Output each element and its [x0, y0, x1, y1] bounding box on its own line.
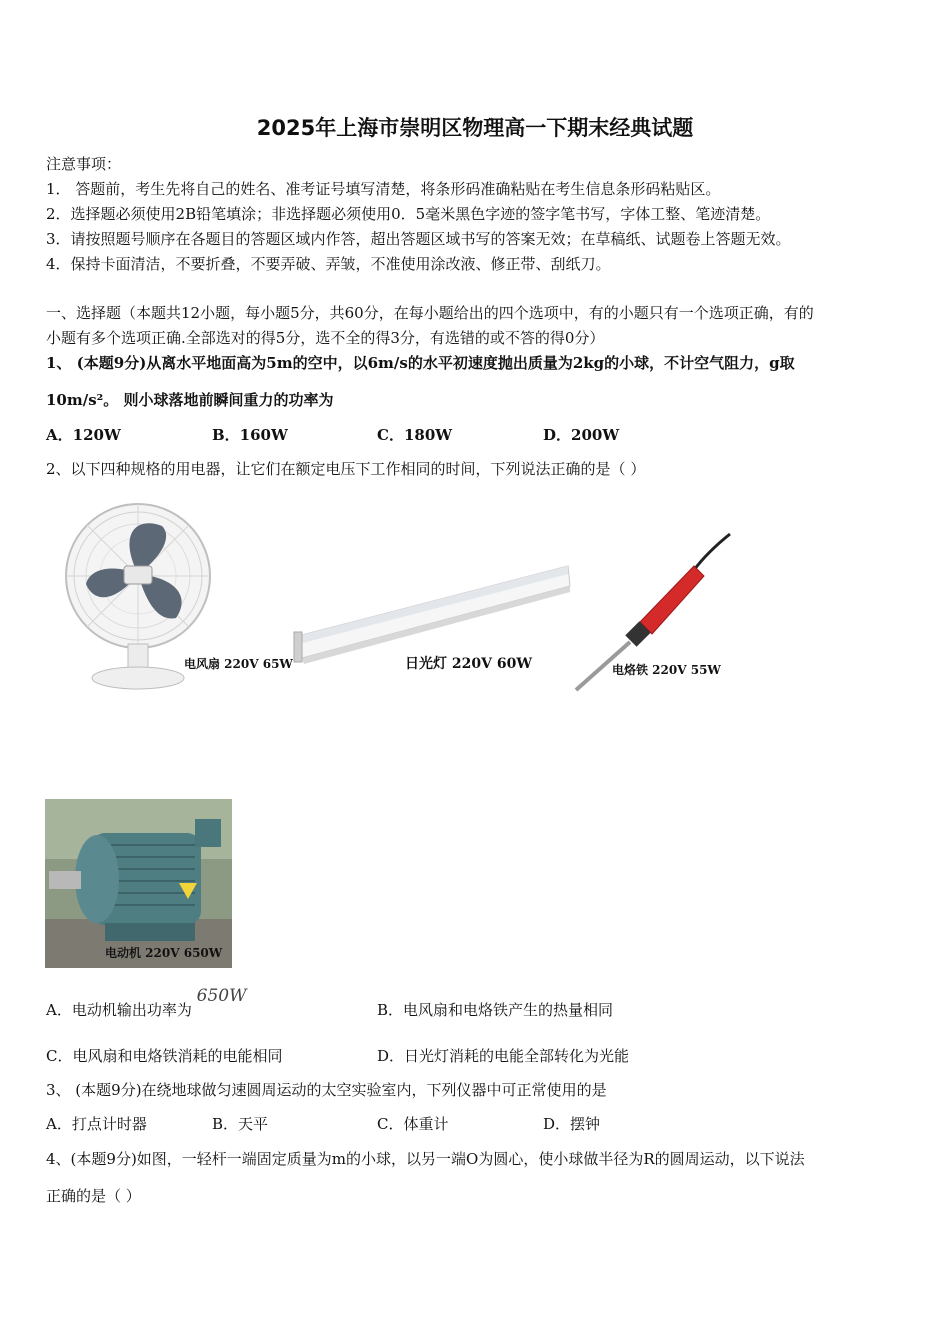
q2-option-a-text: A．电动机输出功率为: [46, 1001, 192, 1019]
iron-label: 电烙铁 220V 55W: [612, 663, 721, 677]
q3-stem: 3、 (本题9分)在绕地球做匀速圆周运动的太空实验室内，下列仪器中可正常使用的是: [46, 1081, 607, 1099]
motor-label: 电动机 220V 650W: [105, 946, 223, 960]
motor-figure: [45, 799, 232, 968]
notice-item-4: 4．保持卡面清洁，不要折叠，不要弄破、弄皱，不准使用涂改液、修正带、刮纸刀。: [46, 255, 611, 273]
notice-item-2: 2．选择题必须使用2B铅笔填涂；非选择题必须使用0．5毫米黑色字迹的签字笔书写，字体工整、笔迹清楚。: [46, 205, 771, 223]
q3-option-d: D．摆钟: [543, 1115, 601, 1133]
q2-stem: 2、以下四种规格的用电器，让它们在额定电压下工作相同的时间，下列说法正确的是（ ）: [46, 460, 646, 478]
q4-stem-line1: 4、(本题9分)如图，一轻杆一端固定质量为m的小球，以另一端O为圆心，使小球做半径为R的圆周运动，以下说法: [46, 1150, 805, 1168]
page-title: 2025年上海市崇明区物理高一下期末经典试题: [256, 116, 694, 140]
q1-option-d: D．200W: [543, 426, 620, 444]
electric-motor-icon: [45, 799, 232, 968]
q1-option-b: B．160W: [212, 426, 288, 444]
q2-option-d: D．日光灯消耗的电能全部转化为光能: [377, 1047, 630, 1065]
q1-option-a: A．120W: [46, 426, 121, 444]
fan-label: 电风扇 220V 65W: [184, 657, 293, 671]
q1-stem-line2: 10m/s²。 则小球落地前瞬间重力的功率为: [46, 391, 334, 409]
q2-option-a-value: 650W: [196, 986, 247, 1006]
q3-option-c: C．体重计: [377, 1115, 449, 1133]
notice-heading: 注意事项：: [46, 155, 122, 173]
lamp-label: 日光灯 220V 60W: [405, 656, 533, 672]
notice-item-3: 3．请按照题号顺序在各题目的答题区域内作答，超出答题区域书写的答案无效；在草稿纸、试题卷上答题无效。: [46, 230, 791, 248]
q4-stem-line2: 正确的是（ ）: [46, 1187, 141, 1205]
q2-option-c: C．电风扇和电烙铁消耗的电能相同: [46, 1047, 283, 1065]
notice-item-1: 1． 答题前，考生先将自己的姓名、准考证号填写清楚，将条形码准确粘贴在考生信息条形码粘贴区。: [46, 180, 721, 198]
q2-option-a: [46, 986, 247, 1020]
q1-option-c: C．180W: [377, 426, 453, 444]
q1-stem-line1: 1、 (本题9分)从离水平地面高为5m的空中，以6m/s的水平初速度抛出质量为2kg的小球，不计空气阻力，g取: [46, 354, 795, 372]
section-heading-line1: 一、选择题（本题共12小题，每小题5分，共60分，在每小题给出的四个选项中，有的小题只有一个选项正确，有的: [46, 304, 814, 322]
section-heading-line2: 小题有多个选项正确.全部选对的得5分，选不全的得3分，有选错的或不答的得0分）: [46, 329, 605, 347]
q3-option-b: B．天平: [212, 1115, 269, 1133]
q2-option-b: B．电风扇和电烙铁产生的热量相同: [377, 1001, 614, 1019]
q3-option-a: A．打点计时器: [46, 1115, 147, 1133]
